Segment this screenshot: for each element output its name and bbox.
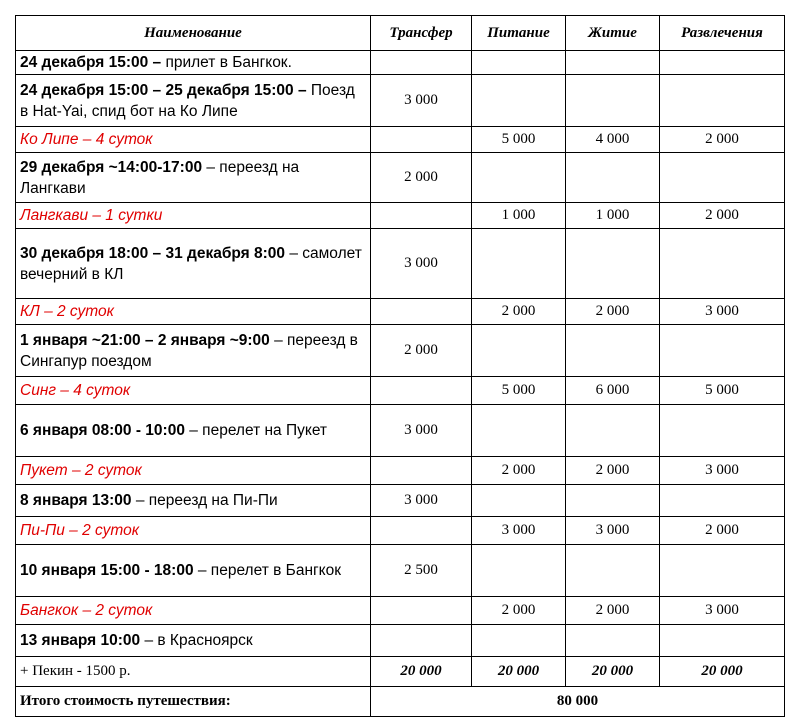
segment-description: прилет в Бангкок. (161, 54, 292, 71)
cost-fun: 2 000 (660, 203, 785, 229)
cost-transfer: 2 000 (371, 153, 472, 203)
cost-fun (660, 625, 785, 657)
grand-total-value: 80 000 (371, 687, 785, 717)
cost-food: 2 000 (472, 299, 566, 325)
destination-stay: Бангкок – 2 суток (16, 597, 371, 625)
cost-lodging: 2 000 (566, 597, 660, 625)
cost-transfer: 3 000 (371, 75, 472, 127)
cost-fun (660, 153, 785, 203)
destination-stay: Ко Липе – 4 суток (16, 127, 371, 153)
cost-fun: 3 000 (660, 299, 785, 325)
table-row (16, 597, 785, 625)
table-row (16, 377, 785, 405)
total-lodging: 20 000 (566, 657, 660, 687)
table-row (16, 203, 785, 229)
budget-table (15, 15, 785, 717)
cost-lodging: 4 000 (566, 127, 660, 153)
segment-datetime: 13 января 10:00 (20, 632, 141, 649)
segment-description: Поезд в Hat-Yai, спид бот на Ко Липе (20, 81, 355, 120)
destination-stay: Пи-Пи – 2 суток (16, 517, 371, 545)
cost-fun (660, 75, 785, 127)
cost-lodging (566, 405, 660, 457)
cost-fun (660, 405, 785, 457)
table-row (16, 299, 785, 325)
cost-lodging: 3 000 (566, 517, 660, 545)
cost-lodging (566, 75, 660, 127)
cost-food (472, 545, 566, 597)
cost-lodging: 2 000 (566, 457, 660, 485)
header-food: Питание (472, 16, 566, 51)
cost-fun: 2 000 (660, 517, 785, 545)
segment-description: – переезд на Пи-Пи (131, 492, 278, 509)
segment-description: – перелет в Бангкок (193, 562, 342, 579)
table-row (16, 325, 785, 377)
cost-lodging (566, 229, 660, 299)
header-row (16, 16, 785, 51)
cost-fun (660, 51, 785, 75)
destination-stay: Синг – 4 суток (16, 377, 371, 405)
table-row (16, 517, 785, 545)
cost-food (472, 325, 566, 377)
segment-datetime: 10 января 15:00 - 18:00 (20, 562, 194, 579)
totals-note: + Пекин - 1500 р. (16, 657, 371, 687)
cost-fun (660, 325, 785, 377)
cost-food (472, 51, 566, 75)
cost-food: 5 000 (472, 377, 566, 405)
segment-datetime: 30 декабря 18:00 – 31 декабря 8:00 (20, 244, 286, 262)
cost-food (472, 485, 566, 517)
cost-lodging (566, 485, 660, 517)
totals-row (16, 657, 785, 687)
grand-total-label: Итого стоимость путешествия: (16, 687, 371, 717)
cost-transfer: 2 500 (371, 545, 472, 597)
cost-fun (660, 545, 785, 597)
table-row (16, 127, 785, 153)
destination-stay: КЛ – 2 суток (16, 299, 371, 325)
total-food: 20 000 (472, 657, 566, 687)
cost-transfer (371, 457, 472, 485)
cost-transfer (371, 127, 472, 153)
cost-food: 2 000 (472, 457, 566, 485)
cost-transfer (371, 625, 472, 657)
table-row (16, 457, 785, 485)
travel-segment (16, 625, 371, 657)
table-row (16, 153, 785, 203)
cost-lodging (566, 153, 660, 203)
cost-food: 2 000 (472, 597, 566, 625)
cost-food (472, 625, 566, 657)
cost-fun: 3 000 (660, 457, 785, 485)
cost-lodging (566, 545, 660, 597)
travel-segment (16, 229, 371, 299)
travel-segment (16, 545, 371, 597)
header-lodging: Житие (566, 16, 660, 51)
cost-transfer (371, 517, 472, 545)
cost-food (472, 229, 566, 299)
cost-transfer (371, 597, 472, 625)
travel-segment (16, 75, 371, 127)
travel-segment (16, 153, 371, 203)
segment-datetime: 6 января 08:00 - 10:00 (20, 422, 185, 439)
cost-lodging (566, 325, 660, 377)
travel-segment (16, 51, 371, 75)
cost-transfer (371, 299, 472, 325)
table-row (16, 75, 785, 127)
grand-total-row (16, 687, 785, 717)
cost-transfer (371, 377, 472, 405)
header-transfer: Трансфер (371, 16, 472, 51)
cost-lodging (566, 625, 660, 657)
cost-fun (660, 229, 785, 299)
destination-stay: Пукет – 2 суток (16, 457, 371, 485)
segment-datetime: 24 декабря 15:00 – 25 декабря 15:00 – (20, 81, 307, 99)
table-row (16, 229, 785, 299)
cost-lodging: 1 000 (566, 203, 660, 229)
cost-food: 1 000 (472, 203, 566, 229)
table-row (16, 51, 785, 75)
cost-food (472, 405, 566, 457)
segment-description: – перелет на Пукет (184, 422, 328, 439)
table-row (16, 625, 785, 657)
cost-lodging: 2 000 (566, 299, 660, 325)
total-transfer: 20 000 (371, 657, 472, 687)
table-row (16, 545, 785, 597)
segment-datetime: 8 января 13:00 (20, 492, 132, 509)
cost-food (472, 75, 566, 127)
cost-lodging: 6 000 (566, 377, 660, 405)
segment-datetime: 29 декабря ~14:00-17:00 (20, 158, 203, 176)
cost-fun: 2 000 (660, 127, 785, 153)
travel-segment (16, 405, 371, 457)
cost-food: 3 000 (472, 517, 566, 545)
segment-description: – переезд на Лангкави (20, 158, 300, 197)
segment-datetime: 24 декабря 15:00 – (20, 54, 162, 71)
table-row (16, 405, 785, 457)
segment-datetime: 1 января ~21:00 – 2 января ~9:00 (20, 331, 270, 349)
header-name: Наименование (16, 16, 371, 51)
cost-transfer: 3 000 (371, 485, 472, 517)
cost-transfer (371, 203, 472, 229)
travel-segment (16, 485, 371, 517)
cost-fun: 3 000 (660, 597, 785, 625)
header-fun: Развлечения (660, 16, 785, 51)
cost-food (472, 153, 566, 203)
segment-description: – в Красноярск (140, 632, 253, 649)
segment-description: – переезд в Сингапур поездом (20, 331, 358, 370)
travel-segment (16, 325, 371, 377)
segment-description: – самолет вечерний в КЛ (20, 244, 362, 283)
total-fun: 20 000 (660, 657, 785, 687)
cost-transfer: 3 000 (371, 229, 472, 299)
cost-transfer: 2 000 (371, 325, 472, 377)
cost-fun (660, 485, 785, 517)
cost-food: 5 000 (472, 127, 566, 153)
destination-stay: Лангкави – 1 сутки (16, 203, 371, 229)
cost-transfer (371, 51, 472, 75)
cost-fun: 5 000 (660, 377, 785, 405)
table-row (16, 485, 785, 517)
cost-lodging (566, 51, 660, 75)
cost-transfer: 3 000 (371, 405, 472, 457)
